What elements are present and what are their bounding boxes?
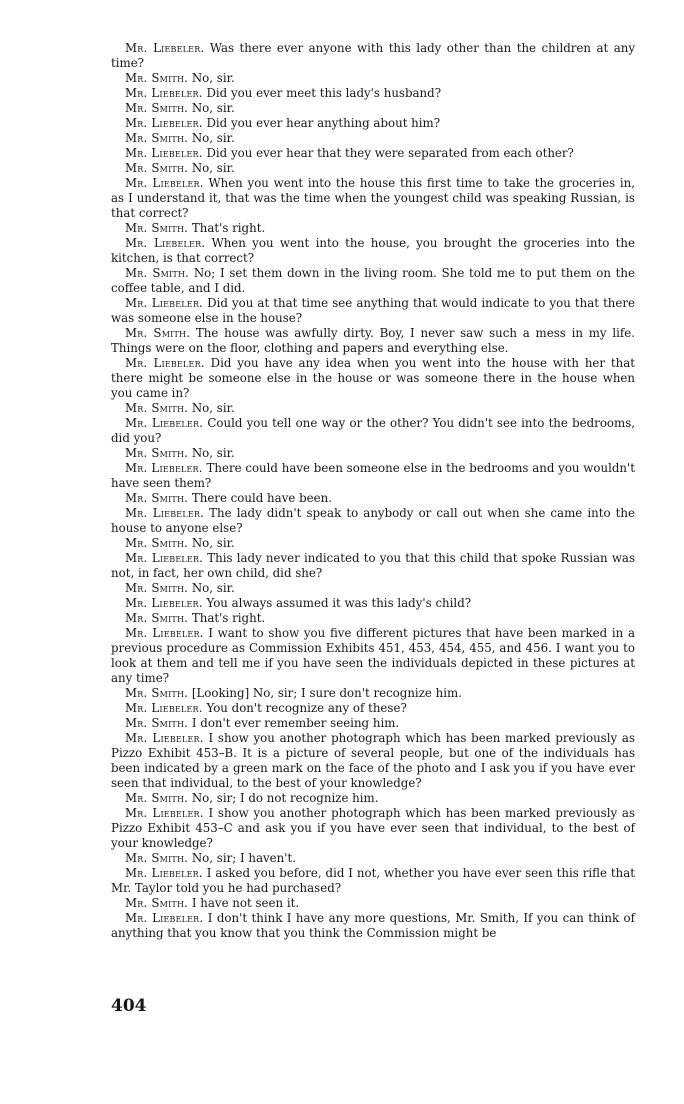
testimony-text: Did you at that time see anything that would indicate to you that there was someone else in the house? <box>111 296 636 325</box>
speaker-name: Mr. Smith. <box>125 896 189 910</box>
testimony-paragraph <box>111 911 635 941</box>
testimony-text: That's right. <box>191 611 266 625</box>
testimony-paragraph <box>111 71 635 86</box>
speaker-name: Mr. Smith. <box>125 131 189 145</box>
testimony-paragraph <box>111 221 635 236</box>
speaker-name: Mr. Smith. <box>125 851 189 865</box>
page-number: 404 <box>111 996 147 1016</box>
testimony-text: No; I set them down in the living room. She told me to put them on the coffee table, and I did. <box>111 266 635 295</box>
testimony-paragraph <box>111 551 635 581</box>
transcript-body <box>111 41 635 941</box>
testimony-paragraph <box>111 866 635 896</box>
speaker-name: Mr. Smith. <box>125 536 189 550</box>
testimony-paragraph <box>111 581 635 596</box>
testimony-paragraph <box>111 266 635 296</box>
testimony-text: No, sir. <box>191 581 235 595</box>
speaker-name: Mr. Liebeler. <box>125 701 203 715</box>
speaker-name: Mr. Liebeler. <box>125 626 204 640</box>
testimony-text: No, sir. <box>191 71 235 85</box>
speaker-name: Mr. Smith. <box>125 221 189 235</box>
speaker-name: Mr. Smith. <box>125 491 189 505</box>
speaker-name: Mr. Smith. <box>125 266 190 280</box>
testimony-text: No, sir. <box>191 446 235 460</box>
testimony-paragraph <box>111 806 635 851</box>
testimony-text: I want to show you five different pictures that have been marked in a previous procedure as Commission Exhibits 451, 453, 454, 455, and 456. I want you to look at them and tell me if you have seen the individuals depicted in these pictures at any time? <box>111 626 635 685</box>
testimony-text: That's right. <box>191 221 266 235</box>
testimony-paragraph <box>111 116 635 131</box>
testimony-paragraph <box>111 146 635 161</box>
testimony-paragraph <box>111 296 635 326</box>
testimony-text: No, sir. <box>191 536 235 550</box>
speaker-name: Mr. Liebeler. <box>125 236 206 250</box>
speaker-name: Mr. Smith. <box>125 446 189 460</box>
testimony-paragraph <box>111 161 635 176</box>
testimony-paragraph <box>111 41 635 71</box>
speaker-name: Mr. Liebeler. <box>125 86 203 100</box>
testimony-text: No, sir. <box>191 401 235 415</box>
testimony-text: No, sir. <box>191 131 235 145</box>
speaker-name: Mr. Liebeler. <box>125 176 204 190</box>
testimony-text: When you went into the house, you brought the groceries into the kitchen, is that correct? <box>111 236 635 265</box>
speaker-name: Mr. Smith. <box>125 71 189 85</box>
speaker-name: Mr. Smith. <box>125 611 189 625</box>
testimony-paragraph <box>111 131 635 146</box>
testimony-text: Could you tell one way or the other? You didn't see into the bedrooms, did you? <box>111 416 636 445</box>
speaker-name: Mr. Liebeler. <box>125 731 204 745</box>
testimony-paragraph <box>111 101 635 116</box>
speaker-name: Mr. Liebeler. <box>125 41 205 55</box>
testimony-text: I show you another photograph which has been marked previously as Pizzo Exhibit 453–B. It is a picture of several people, but one of the individuals has been indicated by a green mark on the face of the photo and I ask you if you have ever seen that individual, to the best of your knowledge? <box>111 731 636 790</box>
speaker-name: Mr. Smith. <box>125 326 191 340</box>
testimony-paragraph <box>111 356 635 401</box>
speaker-name: Mr. Smith. <box>125 101 189 115</box>
testimony-text: Did you have any idea when you went into the house with her that there might be someone else in the house or was someone there in the house when you came in? <box>111 356 636 400</box>
testimony-paragraph <box>111 896 635 911</box>
testimony-text: This lady never indicated to you that this child that spoke Russian was not, in fact, her own child, did she? <box>111 551 636 580</box>
speaker-name: Mr. Liebeler. <box>125 866 203 880</box>
testimony-text: [Looking] No, sir; I sure don't recognize him. <box>191 686 462 700</box>
testimony-text: I don't think I have any more questions, Mr. Smith, If you can think of anything that you know that you think the Commission might be <box>111 911 635 940</box>
testimony-text: Did you ever meet this lady's husband? <box>206 86 442 100</box>
testimony-text: I have not seen it. <box>191 896 300 910</box>
speaker-name: Mr. Liebeler. <box>125 146 203 160</box>
testimony-text: No, sir. <box>191 161 235 175</box>
speaker-name: Mr. Smith. <box>125 161 189 175</box>
testimony-paragraph <box>111 236 635 266</box>
speaker-name: Mr. Liebeler. <box>125 296 204 310</box>
speaker-name: Mr. Liebeler. <box>125 911 204 925</box>
testimony-paragraph <box>111 326 635 356</box>
speaker-name: Mr. Liebeler. <box>125 116 203 130</box>
testimony-paragraph <box>111 626 635 686</box>
speaker-name: Mr. Liebeler. <box>125 356 205 370</box>
testimony-text: No, sir; I do not recognize him. <box>191 791 379 805</box>
testimony-paragraph <box>111 686 635 701</box>
speaker-name: Mr. Smith. <box>125 716 189 730</box>
speaker-name: Mr. Liebeler. <box>125 551 204 565</box>
testimony-paragraph <box>111 416 635 446</box>
speaker-name: Mr. Smith. <box>125 791 189 805</box>
testimony-paragraph <box>111 86 635 101</box>
testimony-text: You don't recognize any of these? <box>206 701 407 715</box>
speaker-name: Mr. Smith. <box>125 581 189 595</box>
testimony-text: No, sir; I haven't. <box>191 851 296 865</box>
testimony-paragraph <box>111 536 635 551</box>
testimony-text: You always assumed it was this lady's child? <box>206 596 472 610</box>
testimony-text: No, sir. <box>191 101 235 115</box>
testimony-text: There could have been someone else in the bedrooms and you wouldn't have seen them? <box>111 461 636 490</box>
testimony-paragraph <box>111 731 635 791</box>
testimony-paragraph <box>111 701 635 716</box>
testimony-paragraph <box>111 716 635 731</box>
speaker-name: Mr. Smith. <box>125 401 189 415</box>
testimony-paragraph <box>111 446 635 461</box>
speaker-name: Mr. Smith. <box>125 686 189 700</box>
testimony-text: Did you ever hear that they were separated from each other? <box>206 146 574 160</box>
testimony-text: I asked you before, did I not, whether you have ever seen this rifle that Mr. Taylor told you he had purchased? <box>111 866 635 895</box>
testimony-paragraph <box>111 596 635 611</box>
testimony-paragraph <box>111 851 635 866</box>
testimony-paragraph <box>111 791 635 806</box>
speaker-name: Mr. Liebeler. <box>125 596 203 610</box>
testimony-text: There could have been. <box>191 491 332 505</box>
testimony-text: When you went into the house this first time to take the groceries in, as I understand it, that was the time when the youngest child was speaking Russian, is that correct? <box>111 176 635 220</box>
testimony-text: I don't ever remember seeing him. <box>191 716 400 730</box>
testimony-paragraph <box>111 491 635 506</box>
testimony-paragraph <box>111 176 635 221</box>
testimony-paragraph <box>111 506 635 536</box>
testimony-text: Was there ever anyone with this lady other than the children at any time? <box>111 41 635 70</box>
speaker-name: Mr. Liebeler. <box>125 806 204 820</box>
speaker-name: Mr. Liebeler. <box>125 461 203 475</box>
speaker-name: Mr. Liebeler. <box>125 416 204 430</box>
testimony-paragraph <box>111 401 635 416</box>
testimony-text: I show you another photograph which has been marked previously as Pizzo Exhibit 453–C and ask you if you have ever seen that individual, to the best of your knowledge? <box>111 806 636 850</box>
speaker-name: Mr. Liebeler. <box>125 506 205 520</box>
testimony-text: The lady didn't speak to anybody or call out when she came into the house to anyone else? <box>111 506 635 535</box>
testimony-text: Did you ever hear anything about him? <box>206 116 441 130</box>
testimony-paragraph <box>111 461 635 491</box>
testimony-paragraph <box>111 611 635 626</box>
testimony-text: The house was awfully dirty. Boy, I never saw such a mess in my life. Things were on the floor, clothing and papers and everything else. <box>111 326 635 355</box>
